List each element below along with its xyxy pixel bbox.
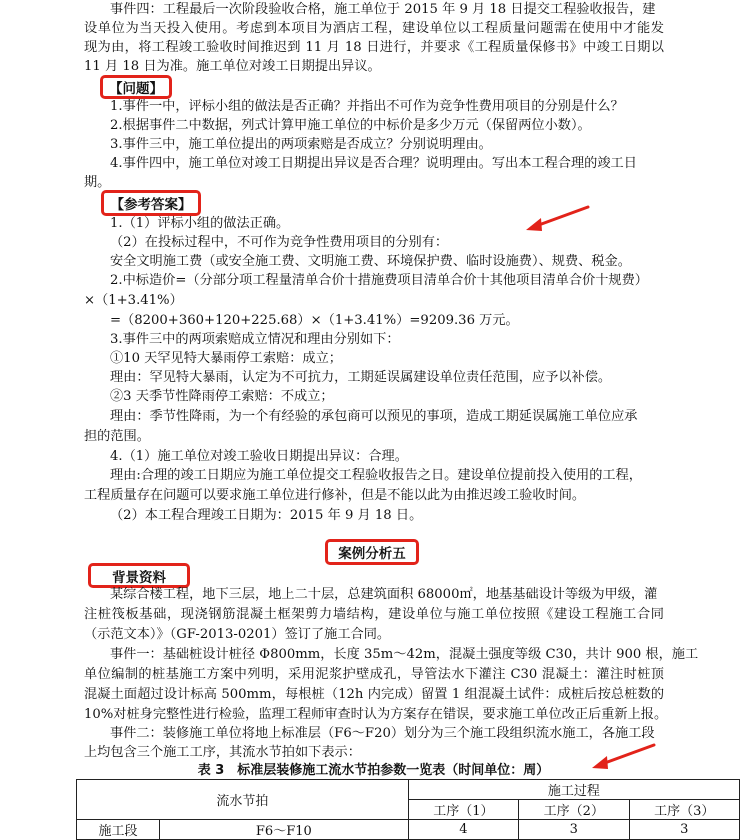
answer-1-3: 安全文明施工费（或安全施工费、文明施工费、环境保护费、临时设施费）、规费、税金。 bbox=[110, 254, 631, 269]
background-line-8: 事件二：装修施工单位将地上标准层（F6～F20）划分为三个施工段组织流水施工，各施工段 bbox=[110, 726, 655, 741]
table-cell-2: 3 bbox=[519, 820, 629, 840]
questions-header: 【问题】 bbox=[100, 75, 172, 99]
background-line-4: 事件一：基础桩设计桩径 Φ800mm，长度 35m～42m，混凝土强度等级 C30，共计 900 根，施工 bbox=[110, 647, 699, 662]
background-line-5: 单位编制的桩基施工方案中列明，采用泥浆护壁成孔，导管法水下灌注 C30 混凝土：灌注时桩顶 bbox=[84, 667, 664, 682]
table-cell-1: 4 bbox=[408, 820, 518, 840]
answer-4-2: 理由:合理的竣工日期应为施工单位提交工程验收报告之日。建设单位提前投入使用的工程， bbox=[110, 468, 642, 483]
table-row-label: 施工段 bbox=[77, 820, 160, 840]
answer-1-2: （2）在投标过程中，不可作为竞争性费用项目的分别有： bbox=[110, 235, 449, 250]
background-line-9: 上均包含三个施工工序，其流水节拍如下表示： bbox=[84, 745, 361, 760]
answer-2-1: 2.中标造价=（分部分项工程量清单合价十措施费项目清单合价十其他项目清单合价十规费） bbox=[110, 273, 648, 288]
question-4: 4.事件四中，施工单位对竣工日期提出异议是否合理？说明理由。写出本工程合理的竣工日 bbox=[110, 156, 637, 171]
event4-line-2: 设单位为当天投入使用。考虑到本项目为酒店工程，建设单位以工程质量问题需在使用中才能发 bbox=[84, 21, 664, 36]
answer-3-5: 理由：季节性降雨，为一个有经验的承包商可以预见的事项，造成工期延误属施工单位应承 bbox=[110, 409, 638, 424]
background-line-1: 某综合楼工程，地下三层，地上二十层，总建筑面积 68000㎡，地基基础设计等级为甲级，灌 bbox=[110, 587, 658, 602]
answer-3-3: 理由：罕见特大暴雨，认定为不可抗力，工期延误属建设单位责任范围，应予以补偿。 bbox=[110, 370, 612, 385]
question-4-cont: 期。 bbox=[84, 175, 111, 190]
flow-beat-table bbox=[76, 779, 740, 840]
answers-header: 【参考答案】 bbox=[101, 190, 201, 216]
background-header: 背景资料 bbox=[88, 563, 190, 588]
background-line-7: 10%对桩身完整性进行检验，监理工程师审查时认为方案存在错误，要求施工单位改正后重新上报。 bbox=[84, 707, 668, 722]
table-process-3: 工序（3） bbox=[629, 800, 739, 820]
answer-2-2: ×（1+3.41%） bbox=[84, 293, 183, 308]
answer-3-1: 3.事件三中的两项索赔成立情况和理由分别如下： bbox=[110, 332, 400, 347]
table-process-1: 工序（1） bbox=[408, 800, 518, 820]
case-title: 案例分析五 bbox=[325, 539, 419, 565]
table-group-label: 施工过程 bbox=[408, 780, 739, 800]
question-3: 3.事件三中，施工单位提出的两项索赔是否成立？分别说明理由。 bbox=[110, 137, 492, 152]
background-line-3: （示范文本）》（GF-2013-0201）签订了施工合同。 bbox=[84, 627, 391, 642]
answer-4-4: （2）本工程合理竣工日期为：2015 年 9 月 18 日。 bbox=[110, 508, 423, 523]
table-cell-3: 3 bbox=[629, 820, 739, 840]
event4-line-1: 事件四：工程最后一次阶段验收合格，施工单位于 2015 年 9 月 18 日提交工程验收报告，建 bbox=[110, 2, 656, 17]
question-1: 1.事件一中，评标小组的做法是否正确？并指出不可作为竞争性费用项目的分别是什么？ bbox=[110, 99, 624, 114]
answer-4-1: 4.（1）施工单位对竣工验收日期提出异议：合理。 bbox=[110, 449, 408, 464]
answer-1-1: 1.（1）评标小组的做法正确。 bbox=[110, 216, 290, 231]
question-2: 2.根据事件二中数据，列式计算甲施工单位的中标价是多少万元（保留两位小数）。 bbox=[110, 118, 591, 133]
table-process-2: 工序（2） bbox=[519, 800, 629, 820]
table-corner-label: 流水节拍 bbox=[77, 780, 409, 820]
background-line-2: 注桩筏板基础，现浇钢筋混凝土框架剪力墙结构，建设单位与施工单位按照《建设工程施工合同 bbox=[84, 607, 664, 622]
table-caption: 表 3 标准层装修施工流水节拍参数一览表（时间单位：周） bbox=[197, 763, 550, 778]
table-row-floor: F6～F10 bbox=[160, 820, 409, 840]
answer-3-4: ②3 天季节性降雨停工索赔：不成立； bbox=[110, 389, 334, 404]
event4-line-3: 现为由，将工程竣工验收时间推迟到 11 月 18 日进行，并要求《工程质量保修书》中竣工日期以 bbox=[84, 40, 664, 55]
answer-3-6: 担的范围。 bbox=[84, 429, 150, 444]
answer-2-3: =（8200+360+120+225.68）×（1+3.41%）=9209.36 万元。 bbox=[110, 313, 519, 328]
event4-line-4: 11 月 18 日为准。施工单位对竣工日期提出异议。 bbox=[84, 59, 381, 74]
answer-3-2: ①10 天罕见特大暴雨停工索赔：成立； bbox=[110, 351, 342, 366]
answer-4-3: 工程质量存在问题可以要求施工单位进行修补，但是不能以此为由推迟竣工验收时间。 bbox=[84, 488, 586, 503]
background-line-6: 混凝土面超过设计标高 500mm，每根桩（12h 内完成）留置 1 组混凝土试件：成桩后按总桩数的 bbox=[84, 687, 664, 702]
